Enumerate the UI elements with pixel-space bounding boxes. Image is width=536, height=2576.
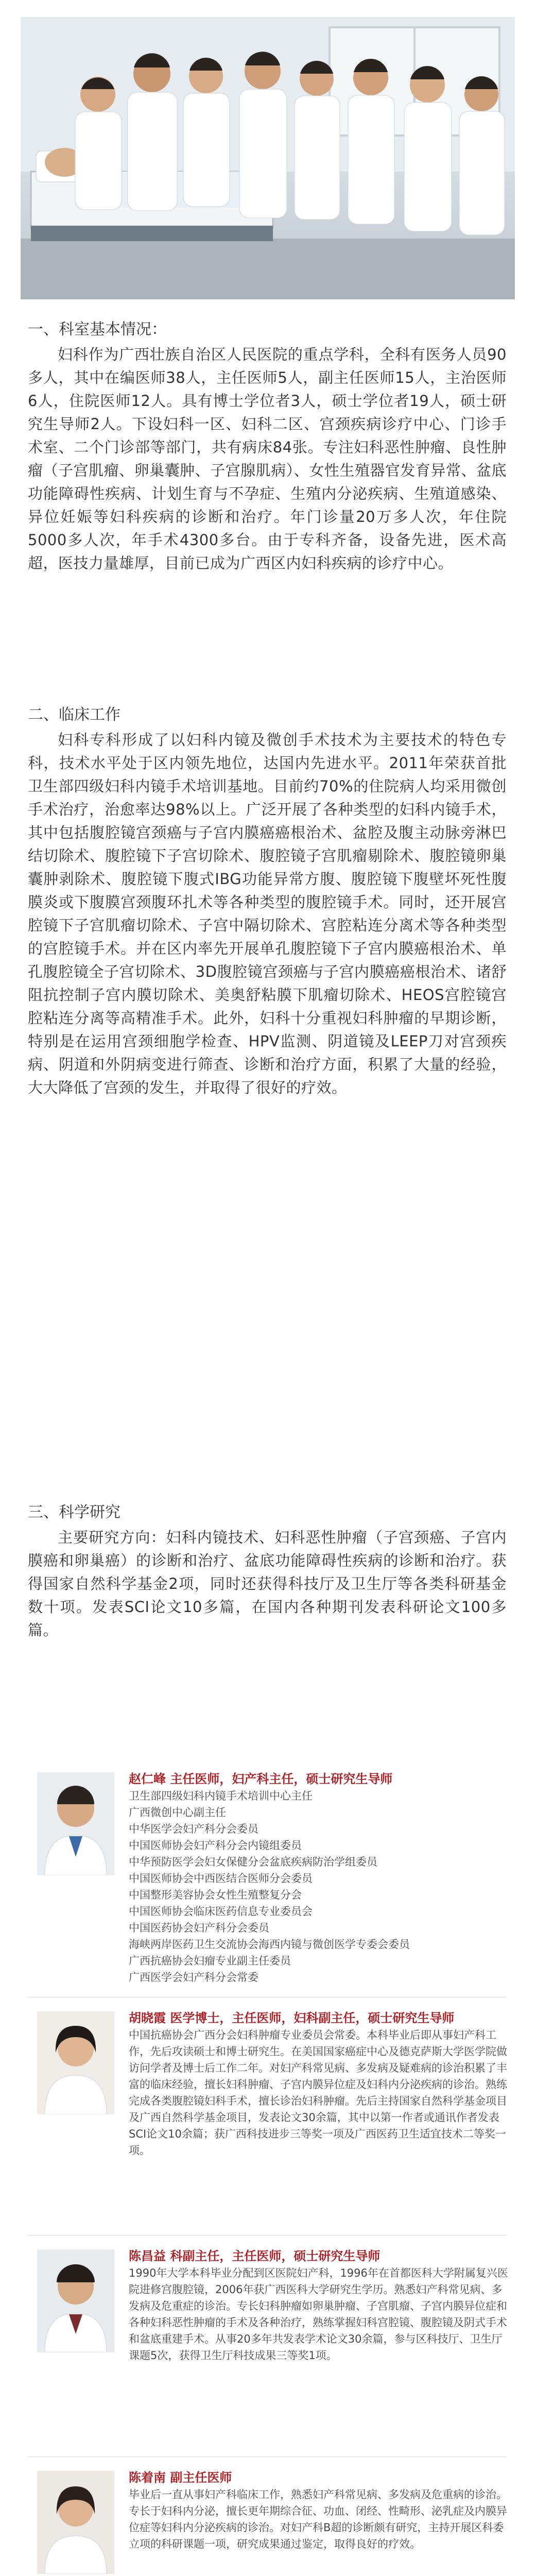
doctor-name: 赵仁峰 主任医师，妇产科主任，硕士研究生导师	[129, 1772, 393, 1786]
portrait-icon	[37, 2471, 114, 2574]
doctor-photo	[37, 2011, 114, 2114]
doctor-photo	[37, 1772, 114, 1875]
doctor-info	[129, 2247, 511, 2364]
doctor-line: 中国医师协会中西医结合医师分会委员	[129, 1872, 313, 1885]
divider	[28, 2456, 507, 2457]
doctor-info	[129, 2009, 511, 2159]
doctor-line: 广西医学会妇产科分会常委	[129, 1971, 258, 1984]
doctor-line: 广西抗癌协会妇瘤专业副主任委员	[129, 1955, 291, 1967]
doctor-photo	[37, 2471, 114, 2574]
doctor-name: 胡晓霞 医学博士，主任医师，妇科副主任，硕士研究生导师	[129, 2011, 455, 2025]
section-title: 一、科室基本情况：	[28, 320, 167, 338]
doctor-name: 陈着南 副主任医师	[129, 2470, 232, 2485]
team-photo	[21, 17, 515, 299]
doctor-line: 中国抗癌协会广西分会妇科肿瘤专业委员会常委。本科毕业后即从事妇产科工作，先后攻读硕士和博士研究生。在美国国家癌症中心及德克萨斯大学医学院做访问学者及博士后工作二年。对妇产科常见病、多发病及疑难病的诊治积累了丰富的临床经验，擅长妇科肿瘤、子宫内膜异位症及妇科内分泌疾病的诊治。熟练完成各类腹腔镜妇科手术，擅长诊治妇科肿瘤。先后主持国家自然科学基金项目及广西自然科学基金项目，发表论文30余篇，其中以第一作者或通讯作者发表SCI论文10余篇；获广西科技进步三等奖一项及广西医药卫生适宜技术二等奖一项。	[129, 2029, 507, 2157]
doctor-line: 中国医师协会临床医药信息专业委员会	[129, 1905, 313, 1918]
doctor-line: 中华医学会妇产科分会委员	[129, 1823, 258, 1835]
section-body: 妇科专科形成了以妇科内镜及微创手术技术为主要技术的特色专科，技术水平处于区内领先地位，达国内先进水平。2011年荣获首批卫生部四级妇科内镜手术培训基地。目前约70%的住院病人均采用微创手术治疗，治愈率达98%以上。广泛开展了各种类型的妇科内镜手术，其中包括腹腔镜宫颈癌与子宫内膜癌癌根治术、盆腔及腹主动脉旁淋巴结切除术、腹腔镜下子宫切除术、腹腔镜子宫肌瘤剔除术、腹腔镜卵巢囊肿剥除术、腹腔镜下腹式IBG功能异常方腹、腹腔镜下腹壁坏死性腹膜炎或下腹膜宫颈腹环扎术等各种类型的腹腔镜手术。同时，还开展宫腔镜下子宫肌瘤切除术、子宫中隔切除术、宫腔粘连分离术等各种类型的宫腔镜手术。并在区内率先开展单孔腹腔镜下子宫内膜癌根治术、单孔腹腔镜全子宫切除术、3D腹腔镜宫颈癌与子宫内膜癌癌根治术、诸舒阻抗控制子宫内膜切除术、美奥舒粘膜下肌瘤切除术、HEOS宫腔镜宫腔粘连分离等高精准手术。此外，妇科十分重视妇科肿瘤的早期诊断，特别是在运用宫颈细胞学检查、HPV监测、阴道镜及LEEP刀对宫颈疾病、阴道和外阴病变进行筛查、诊断和治疗方面，积累了大量的经验，大大降低了宫颈的发生，并取得了很好的疗效。	[28, 731, 507, 1096]
section-body: 主要研究方向：妇科内镜技术、妇科恶性肿瘤（子宫颈癌、子宫内膜癌和卵巢癌）的诊断和治疗、盆底功能障碍性疾病的诊断和治疗。获得国家自然科学基金2项，同时还获得科技厅及卫生厅等各类科研基金数十项。发表SCI论文10多篇，在国内各种期刊发表科研论文100多篇。	[28, 1529, 507, 1639]
doctor-card	[28, 2009, 512, 2226]
doctor-card	[28, 2247, 512, 2448]
doctor-card	[28, 2469, 512, 2576]
portrait-icon	[37, 1772, 114, 1875]
section-basic-info	[28, 319, 507, 575]
doctor-line: 中国医师协会妇产科分会内镜组委员	[129, 1839, 302, 1852]
doctor-card	[28, 1770, 512, 1987]
doctor-line: 毕业后一直从事妇产科临床工作，熟悉妇产科常见病、多发病及危重病的诊治。专长于妇科内分泌，擅长更年期综合征、功血、闭经、性畸形、泌乳症及内膜异位症等妇科内分泌疾病的诊治。对妇产科B超的诊断颇有研究，主持开展区科委立项的科研课题一项，研究成果通过鉴定，取得良好的疗效。	[129, 2488, 507, 2550]
section-title: 二、临床工作	[28, 706, 120, 724]
portrait-icon	[37, 2011, 114, 2114]
doctor-line: 卫生部四级妇科内镜手术培训中心主任	[129, 1790, 313, 1802]
section-clinical-work	[28, 705, 507, 1099]
doctor-description	[129, 1788, 511, 1986]
doctor-description	[129, 2486, 511, 2552]
doctor-info	[129, 1770, 511, 1986]
doctor-photo	[37, 2249, 114, 2352]
doctor-description	[129, 2027, 511, 2159]
doctor-line: 广西微创中心副主任	[129, 1806, 226, 1819]
section-research	[28, 1502, 507, 1642]
doctor-line: 海峡两岸医药卫生交流协会海西内镜与微创医学专委会委员	[129, 1938, 410, 1951]
doctor-name: 陈昌益 科副主任，主任医师，硕士研究生导师	[129, 2249, 381, 2263]
team-photo-illustration	[21, 17, 515, 299]
doctor-line: 1990年大学本科毕业分配到区医院妇产科，1996年在首都医科大学附属复兴医院进修宫腹腔镜，2006年获广西医科大学研究生学历。熟悉妇产科常见病、多发病及危重症的诊治。专长妇科肿瘤如卵巢肿瘤、子宫肌瘤、子宫内膜异位症和各种妇科恶性肿瘤的手术及各种治疗，熟练掌握妇科宫腔镜、腹腔镜及阴式手术和盆底重建手术。从事20多年共发表学术论文30余篇，参与区科技厅、卫生厅课题5次，获得卫生厅科技成果三等奖1项。	[129, 2267, 508, 2362]
portrait-icon	[37, 2249, 114, 2352]
doctor-description	[129, 2265, 511, 2364]
doctor-line: 中国整形美容协会女性生殖整复分会	[129, 1889, 302, 1901]
section-body: 妇科作为广西壮族自治区人民医院的重点学科，全科有医务人员90多人，其中在编医师38人，主任医师5人，副主任医师15人，主治医师6人，住院医师12人。具有博士学位者3人，硕士学位者19人，硕士研究生导师2人。下设妇科一区、妇科二区、宫颈疾病诊疗中心、门诊手术室、二个门诊部等部门，共有病床84张。专注妇科恶性肿瘤、良性肿瘤（子宫肌瘤、卵巢囊肿、子宫腺肌病）、女性生殖器官发育异常、盆底功能障碍性疾病、计划生育与不孕症、生殖内分泌疾病、生殖道感染、异位妊娠等妇科疾病的诊断和治疗。年门诊量20万多人次，年住院5000多人次，年手术4300多台。由于专科齐备，设备先进，医术高超，医技力量雄厚，目前已成为广西区内妇科疾病的诊疗中心。	[28, 346, 507, 572]
section-title: 三、科学研究	[28, 1503, 120, 1521]
doctor-line: 中国医药协会妇产科分会委员	[129, 1922, 269, 1934]
doctor-info	[129, 2469, 511, 2552]
doctor-line: 中华预防医学会妇女保健分会盆底疾病防治学组委员	[129, 1856, 377, 1868]
